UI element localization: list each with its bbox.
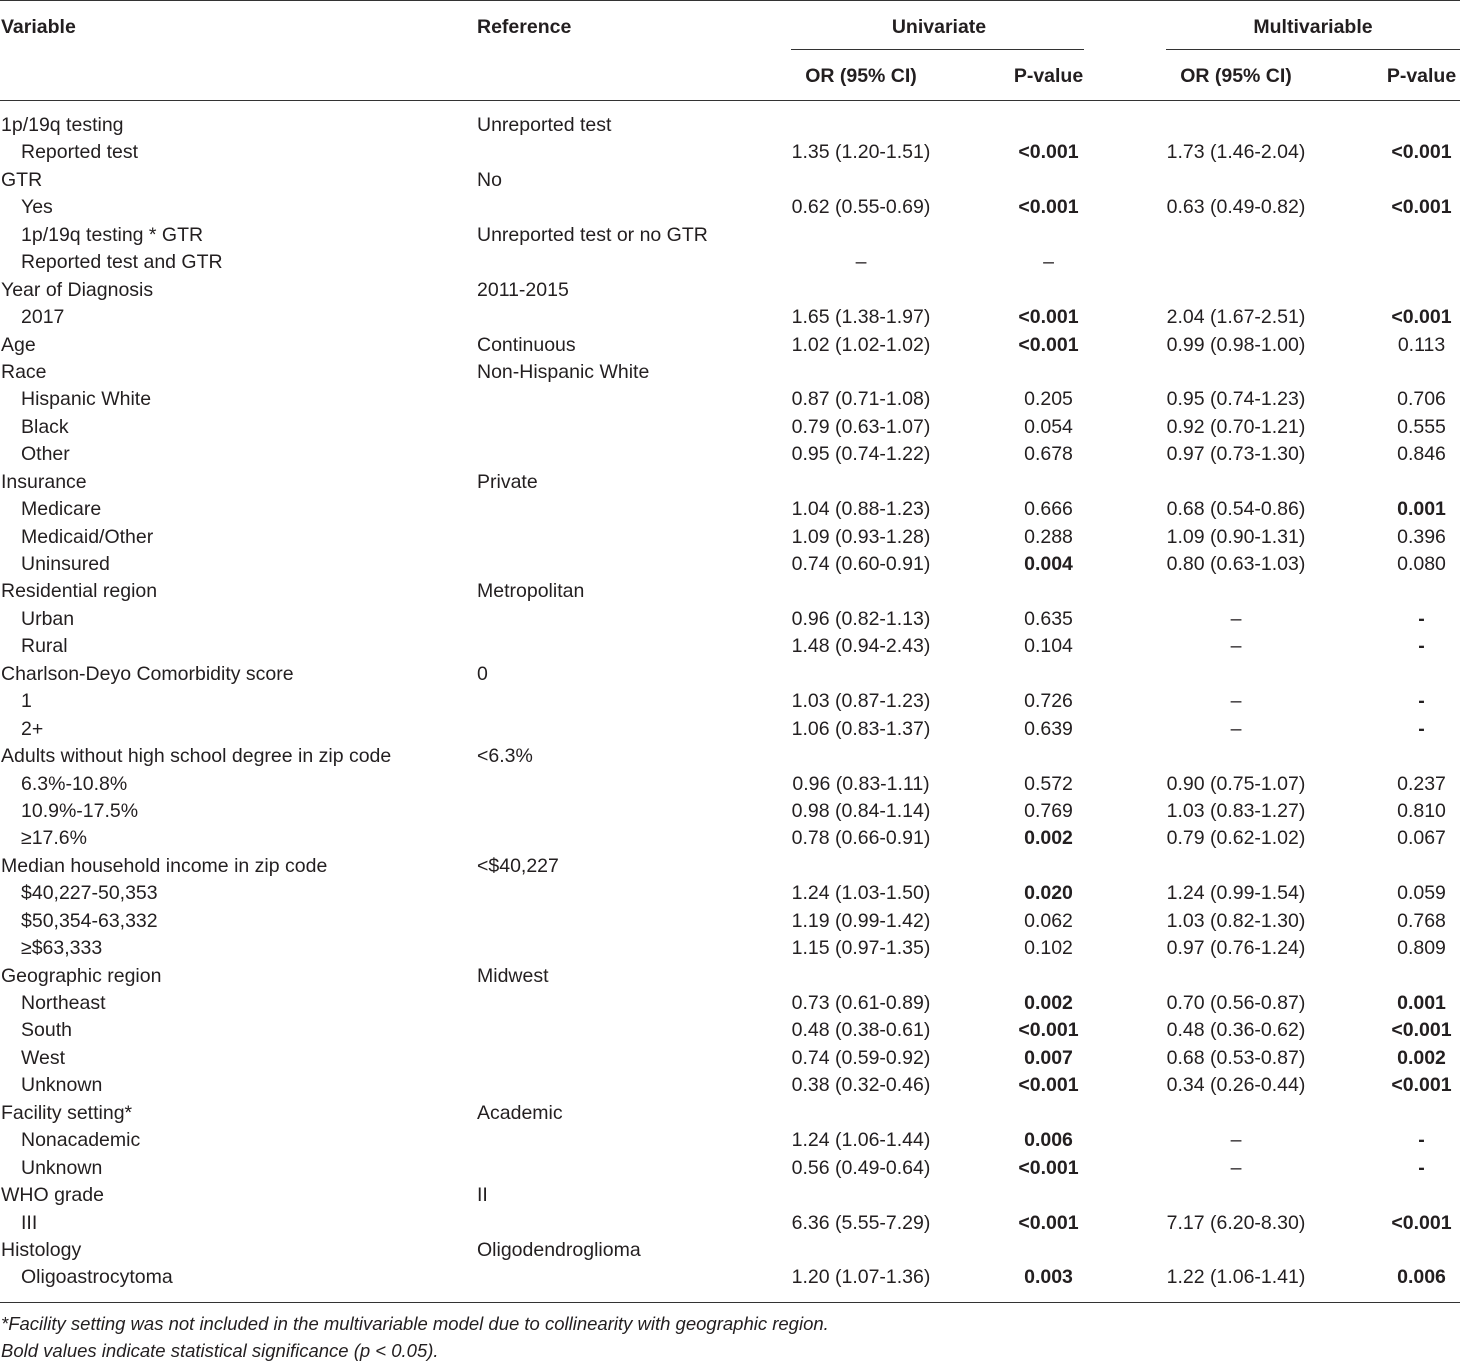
univariate-p-cell: 0.002	[1024, 827, 1073, 850]
reference-cell: <$40,227	[477, 854, 559, 877]
table-row	[0, 1210, 1460, 1237]
table-top-rule	[0, 0, 1460, 1]
univariate-p-cell: <0.001	[1018, 1074, 1079, 1097]
univariate-or-cell: 0.62 (0.55-0.69)	[791, 196, 931, 219]
table-row	[0, 853, 1460, 880]
multivariable-p-cell: 0.706	[1397, 388, 1446, 411]
table-body	[0, 112, 1460, 1292]
table-row	[0, 606, 1460, 633]
multivariable-or-cell: 1.03 (0.82-1.30)	[1166, 909, 1306, 932]
table-row	[0, 332, 1460, 359]
variable-cell: Age	[1, 333, 36, 356]
multivariable-or-cell: 0.97 (0.76-1.24)	[1166, 937, 1306, 960]
footnote-facility: *Facility setting was not included in the multivariable model due to collinearity with geographic region.	[1, 1313, 829, 1334]
univariate-p-cell: 0.102	[1024, 937, 1073, 960]
variable-cell: 1p/19q testing * GTR	[21, 223, 204, 246]
variable-cell: Reported test	[21, 141, 139, 164]
multivariable-p-cell: 0.396	[1397, 525, 1446, 548]
header-univariate: Univariate	[891, 16, 987, 38]
table-row	[0, 414, 1460, 441]
table-row	[0, 194, 1460, 221]
table-row	[0, 112, 1460, 139]
univariate-p-cell: 0.639	[1024, 717, 1073, 740]
variable-cell: 2017	[21, 306, 65, 329]
univariate-or-cell: 0.98 (0.84-1.14)	[791, 799, 931, 822]
multivariable-p-cell: -	[1418, 635, 1425, 658]
table-row	[0, 1182, 1460, 1209]
univariate-p-cell: 0.002	[1024, 992, 1073, 1014]
univariate-or-cell: 1.19 (0.99-1.42)	[791, 909, 931, 932]
multivariable-or-cell: 1.03 (0.83-1.27)	[1166, 799, 1306, 822]
univariate-or-cell: 0.87 (0.71-1.08)	[791, 388, 931, 411]
univariate-p-cell: 0.054	[1024, 415, 1073, 438]
univariate-p-cell: <0.001	[1018, 1211, 1079, 1234]
univariate-p-cell: 0.020	[1024, 882, 1073, 905]
univariate-or-cell: 1.03 (0.87-1.23)	[791, 690, 931, 713]
variable-cell: Median household income in zip code	[1, 854, 328, 877]
multivariable-or-cell: 0.48 (0.36-0.62)	[1166, 1019, 1306, 1042]
univariate-p-cell: 0.104	[1024, 635, 1073, 658]
univariate-p-cell: 0.769	[1024, 799, 1073, 822]
variable-cell: Rural	[21, 635, 68, 658]
variable-cell: Other	[21, 443, 70, 466]
univariate-or-cell: 1.35 (1.20-1.51)	[791, 141, 931, 164]
reference-cell: Unreported test or no GTR	[477, 223, 708, 246]
univariate-or-cell: 0.73 (0.61-0.89)	[791, 992, 931, 1014]
univariate-p-cell: 0.572	[1024, 772, 1073, 795]
univariate-or-cell: 1.65 (1.38-1.97)	[791, 306, 931, 329]
multivariable-or-cell: 0.34 (0.26-0.44)	[1166, 1074, 1306, 1097]
reference-cell: Academic	[477, 1101, 563, 1124]
variable-cell: West	[21, 1046, 66, 1069]
variable-cell: Geographic region	[1, 964, 162, 987]
univariate-p-cell: 0.726	[1024, 690, 1073, 713]
multivariable-or-cell: 0.70 (0.56-0.87)	[1166, 992, 1306, 1014]
table-row	[0, 304, 1460, 331]
univariate-p-cell: 0.004	[1024, 553, 1073, 575]
header-variable: Variable	[1, 16, 76, 38]
variable-cell: Urban	[21, 607, 75, 630]
multivariable-or-cell: 7.17 (6.20-8.30)	[1166, 1211, 1306, 1234]
reference-cell: Oligodendroglioma	[477, 1238, 641, 1261]
variable-cell: Medicaid/Other	[21, 525, 154, 548]
multivariable-or-cell: –	[1230, 607, 1242, 630]
univariate-or-cell: 0.74 (0.59-0.92)	[791, 1046, 931, 1069]
variable-cell: 1p/19q testing	[1, 114, 124, 136]
multivariable-p-cell: 0.113	[1397, 333, 1446, 356]
univariate-or-cell: 1.20 (1.07-1.36)	[791, 1266, 931, 1289]
variable-cell: Nonacademic	[21, 1129, 141, 1152]
univariate-or-cell: 0.95 (0.74-1.22)	[791, 443, 931, 466]
multivariable-p-cell: 0.809	[1397, 937, 1446, 960]
table-row	[0, 249, 1460, 276]
footnote-bold: Bold values indicate statistical significance (p < 0.05).	[1, 1340, 439, 1361]
table-row	[0, 496, 1460, 523]
table-row	[0, 441, 1460, 468]
table-row	[0, 469, 1460, 496]
univariate-p-cell: 0.007	[1024, 1046, 1073, 1069]
multivariable-or-cell: 1.22 (1.06-1.41)	[1166, 1266, 1306, 1289]
reference-cell: 2011-2015	[477, 278, 569, 301]
univariate-p-cell: –	[1043, 251, 1054, 274]
table-row	[0, 277, 1460, 304]
table-row	[0, 1045, 1460, 1072]
univariate-p-cell: 0.678	[1024, 443, 1073, 466]
multivariable-or-cell: 0.68 (0.53-0.87)	[1166, 1046, 1306, 1069]
variable-cell: 6.3%-10.8%	[21, 772, 128, 795]
variable-cell: Charlson-Deyo Comorbidity score	[1, 662, 294, 685]
multivariable-underline	[1166, 49, 1460, 50]
multivariable-p-cell: -	[1418, 717, 1425, 740]
univariate-or-cell: 0.56 (0.49-0.64)	[791, 1156, 931, 1179]
multivariable-or-cell: –	[1230, 717, 1242, 740]
variable-cell: Black	[21, 415, 69, 438]
multivariable-p-cell: <0.001	[1391, 1211, 1452, 1234]
table-row	[0, 798, 1460, 825]
variable-cell: GTR	[1, 168, 43, 191]
univariate-or-cell: 1.04 (0.88-1.23)	[791, 498, 931, 521]
univariate-or-cell: 1.15 (0.97-1.35)	[791, 937, 931, 960]
multivariable-p-cell: <0.001	[1391, 1019, 1452, 1042]
univariate-or-cell: 1.09 (0.93-1.28)	[791, 525, 931, 548]
multivariable-p-cell: <0.001	[1391, 141, 1452, 164]
table-row	[0, 716, 1460, 743]
table-row	[0, 880, 1460, 907]
multivariable-p-cell: -	[1418, 1156, 1425, 1179]
variable-cell: ≥$63,333	[21, 937, 103, 960]
variable-cell: Oligoastrocytoma	[21, 1266, 173, 1289]
variable-cell: 1	[21, 690, 32, 713]
table-row	[0, 167, 1460, 194]
table-row	[0, 1155, 1460, 1182]
multivariable-or-cell: 0.80 (0.63-1.03)	[1166, 553, 1306, 575]
univariate-or-cell: 0.48 (0.38-0.61)	[791, 1019, 931, 1042]
table-row	[0, 771, 1460, 798]
multivariable-p-cell: <0.001	[1391, 1074, 1452, 1097]
table-row	[0, 1100, 1460, 1127]
univariate-or-cell: 0.79 (0.63-1.07)	[791, 415, 931, 438]
multivariable-or-cell: 0.92 (0.70-1.21)	[1166, 415, 1306, 438]
multivariable-p-cell: -	[1418, 607, 1425, 630]
table-row	[0, 139, 1460, 166]
univariate-p-cell: <0.001	[1018, 306, 1079, 329]
table-row	[0, 990, 1460, 1017]
multivariable-or-cell: 0.90 (0.75-1.07)	[1166, 772, 1306, 795]
multivariable-p-cell: 0.001	[1397, 498, 1446, 521]
multivariable-or-cell: 0.97 (0.73-1.30)	[1166, 443, 1306, 466]
univariate-p-cell: 0.006	[1024, 1129, 1073, 1152]
univariate-p-cell: 0.635	[1024, 607, 1073, 630]
table-row	[0, 661, 1460, 688]
header-univariate-or: OR (95% CI)	[805, 65, 917, 87]
header-multivariable-p: P-value	[1386, 65, 1457, 87]
multivariable-p-cell: -	[1418, 690, 1425, 713]
table-row	[0, 1127, 1460, 1154]
multivariable-or-cell: –	[1230, 690, 1242, 713]
variable-cell: Adults without high school degree in zip code	[1, 745, 392, 768]
variable-cell: $40,227-50,353	[21, 882, 158, 905]
univariate-or-cell: –	[855, 251, 867, 274]
univariate-or-cell: 0.38 (0.32-0.46)	[791, 1074, 931, 1097]
univariate-p-cell: <0.001	[1018, 196, 1079, 219]
table-row	[0, 743, 1460, 770]
multivariable-or-cell: 0.68 (0.54-0.86)	[1166, 498, 1306, 521]
variable-cell: South	[21, 1019, 72, 1042]
variable-cell: Uninsured	[21, 553, 110, 575]
variable-cell: Histology	[1, 1238, 82, 1261]
univariate-p-cell: 0.062	[1024, 909, 1073, 932]
reference-cell: Continuous	[477, 333, 576, 356]
multivariable-or-cell: –	[1230, 635, 1242, 658]
variable-cell: $50,354-63,332	[21, 909, 158, 932]
variable-cell: 2+	[21, 717, 44, 740]
table-row	[0, 1072, 1460, 1099]
multivariable-p-cell: 0.768	[1397, 909, 1446, 932]
multivariable-or-cell: 1.73 (1.46-2.04)	[1166, 141, 1306, 164]
multivariable-or-cell: 0.79 (0.62-1.02)	[1166, 827, 1306, 850]
univariate-p-cell: <0.001	[1018, 333, 1079, 356]
table-row	[0, 578, 1460, 605]
table-row	[0, 633, 1460, 660]
univariate-p-cell: <0.001	[1018, 1156, 1079, 1179]
variable-cell: Unknown	[21, 1156, 103, 1179]
table-row	[0, 386, 1460, 413]
multivariable-or-cell: –	[1230, 1129, 1242, 1152]
multivariable-p-cell: <0.001	[1391, 306, 1452, 329]
variable-cell: Insurance	[1, 470, 87, 493]
reference-cell: Metropolitan	[477, 580, 585, 603]
univariate-or-cell: 0.74 (0.60-0.91)	[791, 553, 931, 575]
variable-cell: III	[21, 1211, 38, 1234]
multivariable-p-cell: 0.001	[1397, 992, 1446, 1014]
multivariable-p-cell: 0.067	[1397, 827, 1446, 850]
reference-cell: Private	[477, 470, 538, 493]
multivariable-or-cell: –	[1230, 1156, 1242, 1179]
univariate-underline	[791, 49, 1084, 50]
univariate-or-cell: 1.24 (1.06-1.44)	[791, 1129, 931, 1152]
table-row	[0, 222, 1460, 249]
multivariable-or-cell: 1.24 (0.99-1.54)	[1166, 882, 1306, 905]
table-row	[0, 825, 1460, 852]
variable-cell: Reported test and GTR	[21, 251, 223, 274]
univariate-p-cell: 0.288	[1024, 525, 1073, 548]
reference-cell: 0	[477, 662, 488, 685]
multivariable-p-cell: -	[1418, 1129, 1425, 1152]
table-row	[0, 1264, 1460, 1291]
reference-cell: Unreported test	[477, 114, 612, 136]
variable-cell: ≥17.6%	[21, 827, 87, 850]
multivariable-p-cell: 0.846	[1397, 443, 1446, 466]
univariate-or-cell: 1.06 (0.83-1.37)	[791, 717, 931, 740]
univariate-or-cell: 1.24 (1.03-1.50)	[791, 882, 931, 905]
univariate-p-cell: <0.001	[1018, 141, 1079, 164]
table-row	[0, 1237, 1460, 1264]
variable-cell: Medicare	[21, 498, 102, 521]
header-multivariable-or: OR (95% CI)	[1180, 65, 1292, 87]
table-row	[0, 908, 1460, 935]
multivariable-p-cell: 0.555	[1397, 415, 1446, 438]
univariate-or-cell: 1.48 (0.94-2.43)	[791, 635, 931, 658]
univariate-or-cell: 6.36 (5.55-7.29)	[791, 1211, 931, 1234]
univariate-or-cell: 0.78 (0.66-0.91)	[791, 827, 931, 850]
multivariable-p-cell: 0.059	[1397, 882, 1446, 905]
variable-cell: Yes	[21, 196, 53, 219]
univariate-p-cell: <0.001	[1018, 1019, 1079, 1042]
multivariable-or-cell: 2.04 (1.67-2.51)	[1166, 306, 1306, 329]
variable-cell: Year of Diagnosis	[1, 278, 154, 301]
table-row	[0, 1017, 1460, 1044]
header-bottom-rule	[0, 100, 1460, 101]
univariate-or-cell: 1.02 (1.02-1.02)	[791, 333, 931, 356]
table-row	[0, 524, 1460, 551]
multivariable-or-cell: 0.95 (0.74-1.23)	[1166, 388, 1306, 411]
reference-cell: Midwest	[477, 964, 549, 987]
header-univariate-p: P-value	[1013, 65, 1084, 87]
header-multivariable: Multivariable	[1253, 16, 1373, 38]
univariate-p-cell: 0.666	[1024, 498, 1073, 521]
variable-cell: Northeast	[21, 992, 106, 1014]
univariate-or-cell: 0.96 (0.83-1.11)	[792, 772, 930, 795]
multivariable-p-cell: <0.001	[1391, 196, 1452, 219]
univariate-or-cell: 0.96 (0.82-1.13)	[791, 607, 931, 630]
table-row	[0, 359, 1460, 386]
multivariable-or-cell: 1.09 (0.90-1.31)	[1166, 525, 1306, 548]
table-row	[0, 551, 1460, 578]
variable-cell: Hispanic White	[21, 388, 152, 411]
multivariable-p-cell: 0.237	[1397, 772, 1446, 795]
variable-cell: Residential region	[1, 580, 158, 603]
table-row	[0, 935, 1460, 962]
reference-cell: No	[477, 168, 502, 191]
multivariable-p-cell: 0.080	[1397, 553, 1446, 575]
multivariable-p-cell: 0.002	[1397, 1046, 1446, 1069]
table-row	[0, 688, 1460, 715]
multivariable-or-cell: 0.99 (0.98-1.00)	[1166, 333, 1306, 356]
multivariable-p-cell: 0.006	[1397, 1266, 1446, 1289]
variable-cell: Facility setting*	[1, 1101, 133, 1124]
variable-cell: Unknown	[21, 1074, 103, 1097]
variable-cell: Race	[1, 360, 47, 383]
variable-cell: WHO grade	[1, 1184, 104, 1207]
reference-cell: <6.3%	[477, 745, 533, 768]
variable-cell: 10.9%-17.5%	[21, 799, 139, 822]
multivariable-or-cell: 0.63 (0.49-0.82)	[1166, 196, 1306, 219]
reference-cell: II	[477, 1184, 488, 1207]
univariate-p-cell: 0.205	[1024, 388, 1073, 411]
univariate-p-cell: 0.003	[1024, 1266, 1073, 1289]
reference-cell: Non-Hispanic White	[477, 360, 650, 383]
table-row	[0, 963, 1460, 990]
header-reference: Reference	[477, 16, 572, 38]
multivariable-p-cell: 0.810	[1397, 799, 1446, 822]
table-bottom-rule	[0, 1302, 1460, 1303]
